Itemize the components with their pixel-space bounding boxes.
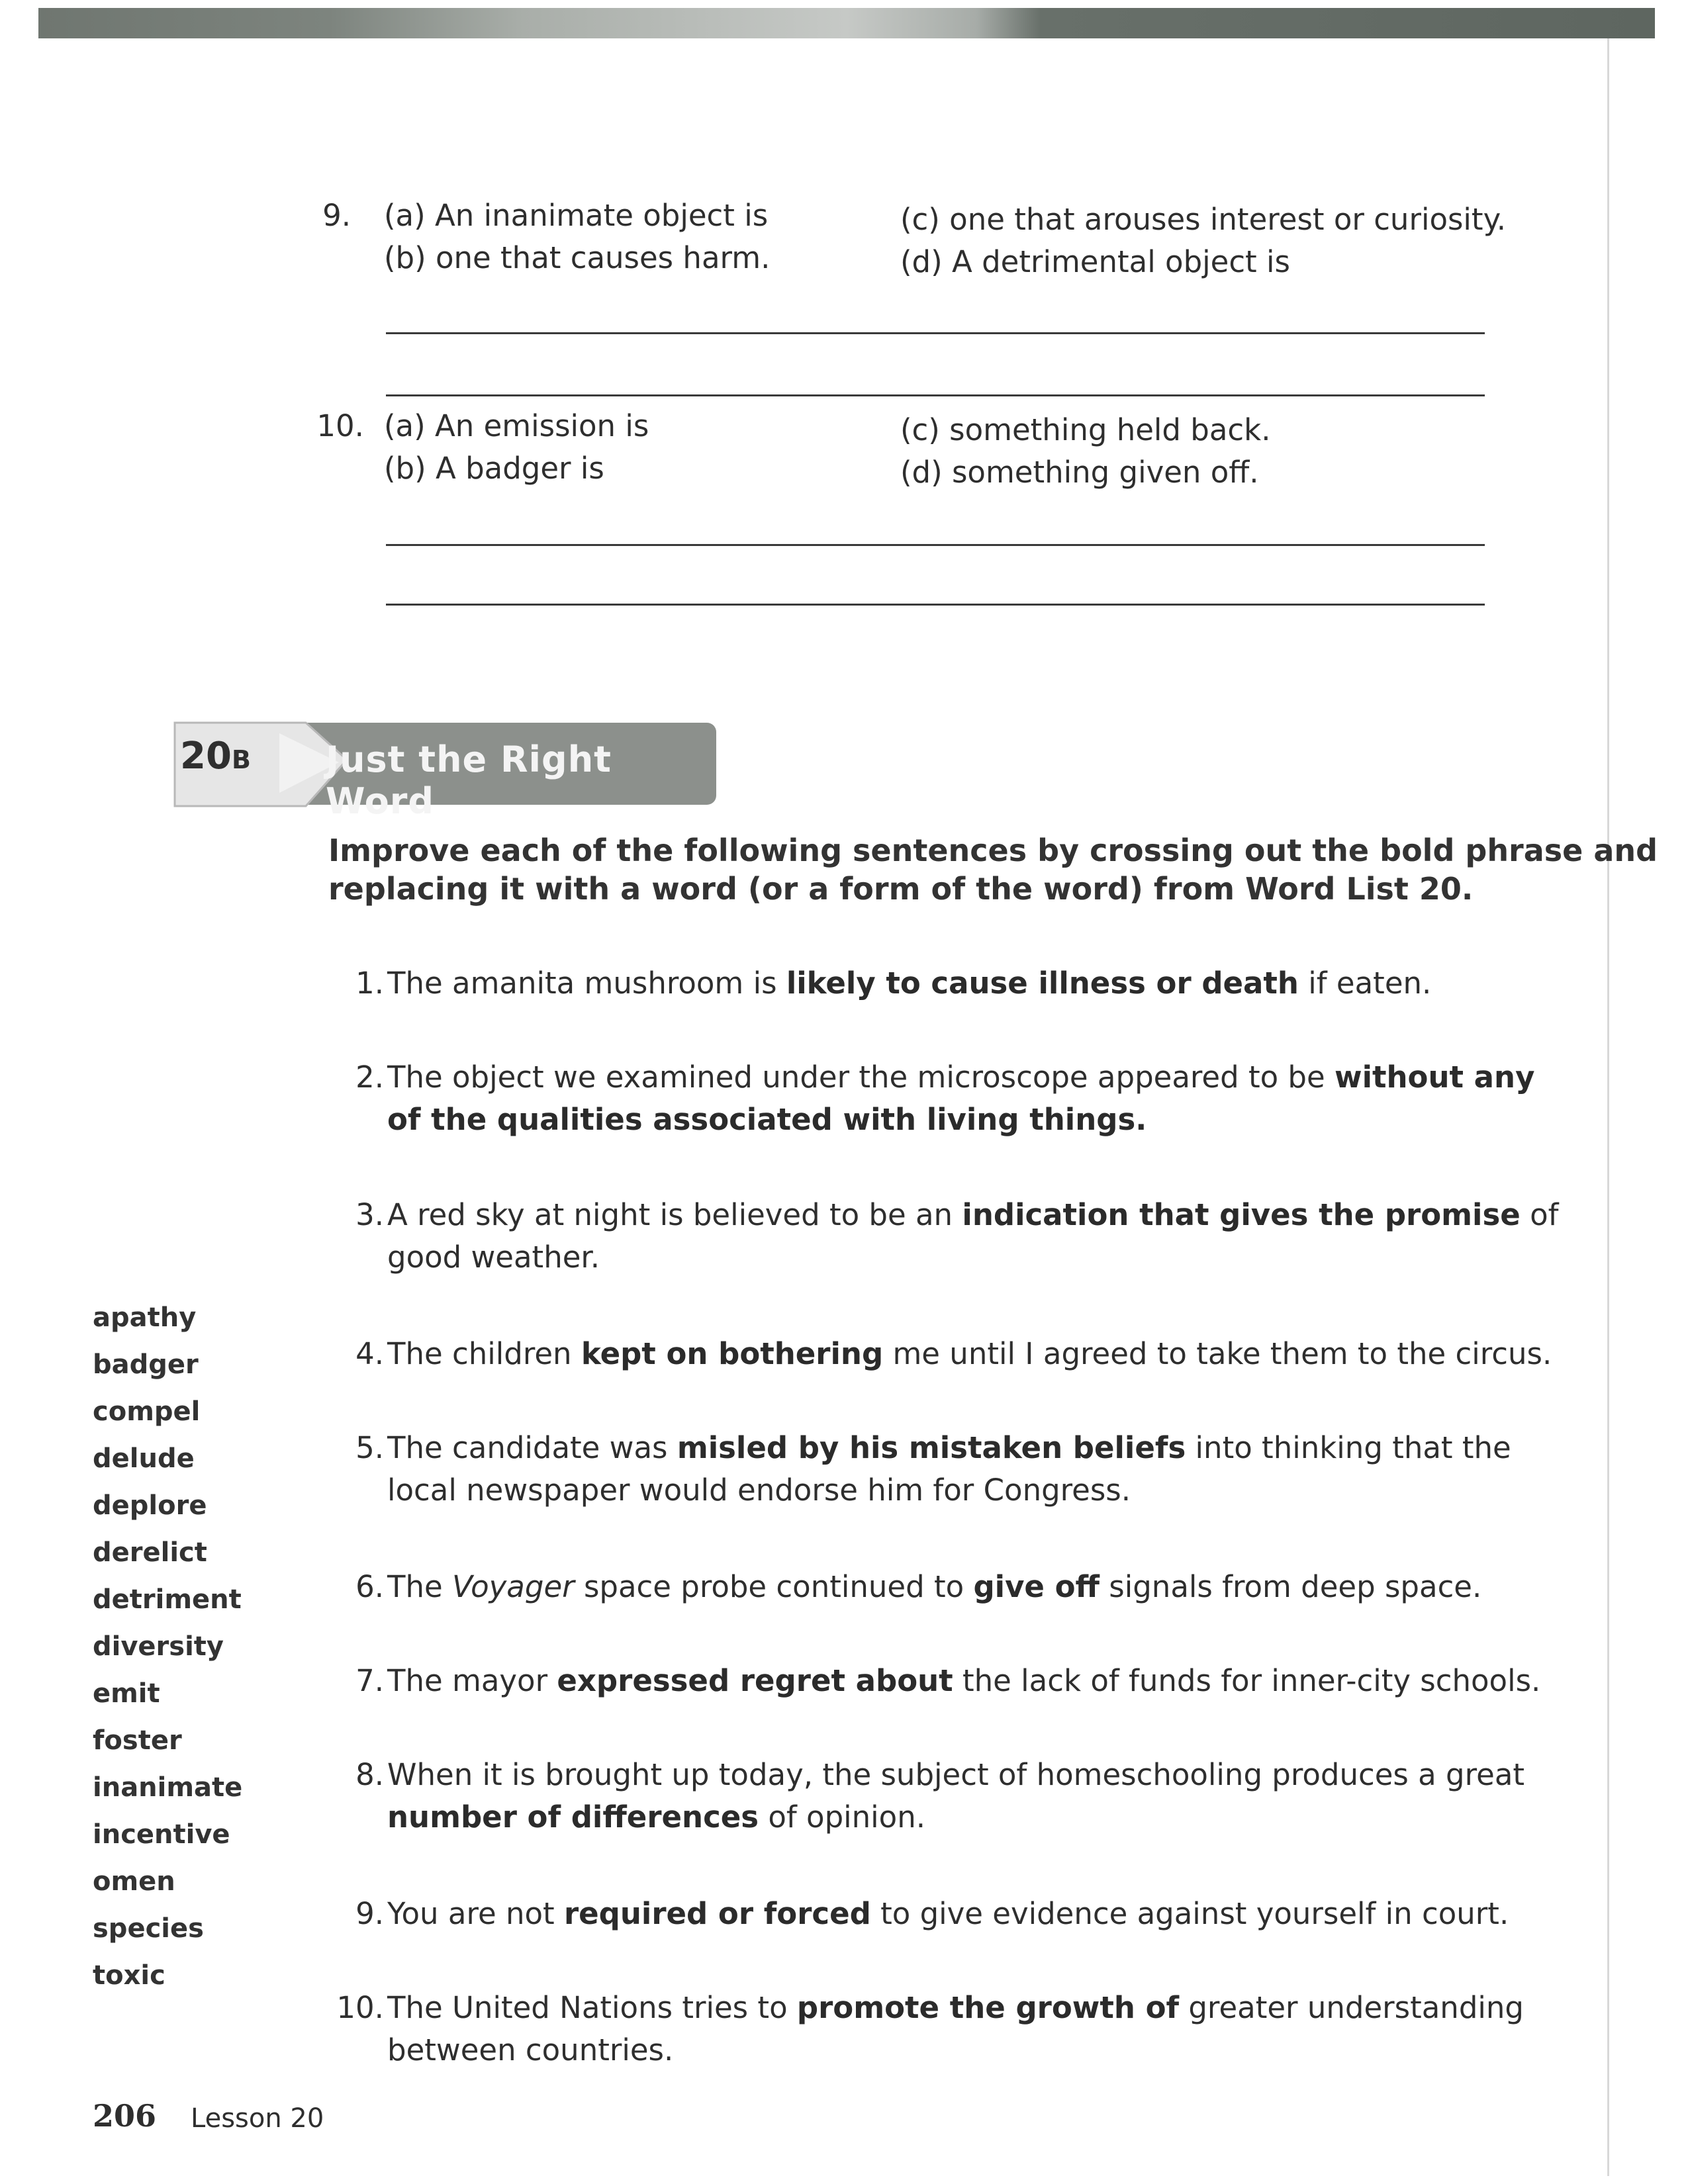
item-10-option-c: (c) something held back. xyxy=(900,412,1271,447)
word-list-item: inanimate xyxy=(93,1772,243,1803)
sentence-3-line-2: good weather. xyxy=(387,1240,600,1275)
item-9-option-c: (c) one that arouses interest or curiosity. xyxy=(900,202,1507,237)
word-list-item: apathy xyxy=(93,1302,197,1333)
sentence-number: 5. xyxy=(355,1430,384,1465)
word-list-item: foster xyxy=(93,1725,182,1756)
top-header-bar xyxy=(38,8,1655,38)
bold-phrase[interactable]: number of differences xyxy=(387,1799,759,1835)
word-list-item: toxic xyxy=(93,1960,165,1991)
sentence-9: You are not required or forced to give evidence against yourself in court. xyxy=(387,1896,1509,1931)
word-list-item: diversity xyxy=(93,1631,224,1662)
item-9-number: 9. xyxy=(322,198,351,233)
word-list-item: compel xyxy=(93,1396,201,1427)
word-list-item: species xyxy=(93,1913,204,1944)
word-list-item: emit xyxy=(93,1678,160,1709)
sentence-number: 2. xyxy=(355,1060,384,1095)
lesson-label: Lesson 20 xyxy=(191,2103,324,2134)
item-9-option-b: (b) one that causes harm. xyxy=(384,240,771,275)
section-title: Just the Right Word xyxy=(326,739,612,822)
instructions-line-2: replacing it with a word (or a form of the word) from Word List 20. xyxy=(328,871,1474,907)
answer-line[interactable] xyxy=(386,544,1485,546)
answer-line[interactable] xyxy=(386,394,1485,396)
sentence-number: 8. xyxy=(355,1757,384,1792)
sentence-10-line-1: The United Nations tries to promote the growth of greater understanding xyxy=(387,1990,1524,2025)
sentence-number: 7. xyxy=(355,1663,384,1698)
section-banner xyxy=(173,721,718,822)
bold-phrase[interactable]: misled by his mistaken beliefs xyxy=(677,1430,1186,1465)
item-10-number: 10. xyxy=(316,408,364,443)
bold-phrase[interactable]: likely to cause illness or death xyxy=(786,966,1299,1001)
sentence-10-line-2: between countries. xyxy=(387,2032,674,2068)
sentence-2-line-1: The object we examined under the microscope appeared to be without any xyxy=(387,1060,1535,1095)
item-10-option-a: (a) An emission is xyxy=(384,408,649,443)
item-9-option-a: (a) An inanimate object is xyxy=(384,198,769,233)
sentence-number: 6. xyxy=(355,1569,384,1604)
sentence-8-line-2: number of differences of opinion. xyxy=(387,1799,926,1835)
page-number: 206 xyxy=(93,2098,157,2134)
word-list-item: derelict xyxy=(93,1537,207,1568)
bold-phrase[interactable]: promote the growth of xyxy=(796,1990,1180,2025)
bold-phrase[interactable]: without any xyxy=(1335,1060,1535,1095)
sentence-number: 3. xyxy=(355,1197,384,1232)
sentence-4: The children kept on bothering me until I agreed to take them to the circus. xyxy=(387,1336,1552,1371)
word-list-item: deplore xyxy=(93,1490,207,1521)
word-list-item: incentive xyxy=(93,1819,230,1850)
item-9-option-d: (d) A detrimental object is xyxy=(900,244,1290,279)
sentence-5-line-1: The candidate was misled by his mistaken beliefs into thinking that the xyxy=(387,1430,1511,1465)
instructions-line-1: Improve each of the following sentences by crossing out the bold phrase and xyxy=(328,833,1658,868)
sentence-8-line-1: When it is brought up today, the subject of homeschooling produces a great xyxy=(387,1757,1525,1792)
item-10-option-d: (d) something given off. xyxy=(900,455,1259,490)
sentence-2-line-2 xyxy=(387,1099,1147,1141)
sentence-7: The mayor expressed regret about the lack of funds for inner-city schools. xyxy=(387,1663,1541,1698)
sentence-1: The amanita mushroom is likely to cause illness or death if eaten. xyxy=(387,966,1432,1001)
sentence-number: 10. xyxy=(336,1990,384,2025)
sentence-number: 4. xyxy=(355,1336,384,1371)
section-code: 20B xyxy=(180,735,251,778)
bold-phrase[interactable]: of the qualities associated with living things. xyxy=(387,1102,1147,1137)
bold-phrase[interactable]: indication that gives the promise xyxy=(962,1197,1521,1232)
bold-phrase[interactable]: expressed regret about xyxy=(557,1663,953,1698)
word-list-item: detriment xyxy=(93,1584,242,1615)
bold-phrase[interactable]: kept on bothering xyxy=(581,1336,884,1371)
bold-phrase[interactable]: give off xyxy=(973,1569,1100,1604)
bold-phrase[interactable]: required or forced xyxy=(563,1896,871,1931)
sentence-6: The Voyager space probe continued to give off signals from deep space. xyxy=(387,1569,1482,1604)
word-list xyxy=(93,1295,242,1999)
sentence-number: 1. xyxy=(355,966,384,1001)
word-list-item: omen xyxy=(93,1866,175,1897)
answer-line[interactable] xyxy=(386,604,1485,606)
answer-line[interactable] xyxy=(386,332,1485,334)
sentence-3-line-1: A red sky at night is believed to be an indication that gives the promise of xyxy=(387,1197,1559,1232)
sentence-number: 9. xyxy=(355,1896,384,1931)
page-edge xyxy=(1607,38,1609,2176)
sentence-5-line-2: local newspaper would endorse him for Congress. xyxy=(387,1473,1131,1508)
word-list-item: badger xyxy=(93,1349,199,1380)
word-list-item: delude xyxy=(93,1443,195,1474)
item-10-option-b: (b) A badger is xyxy=(384,451,604,486)
